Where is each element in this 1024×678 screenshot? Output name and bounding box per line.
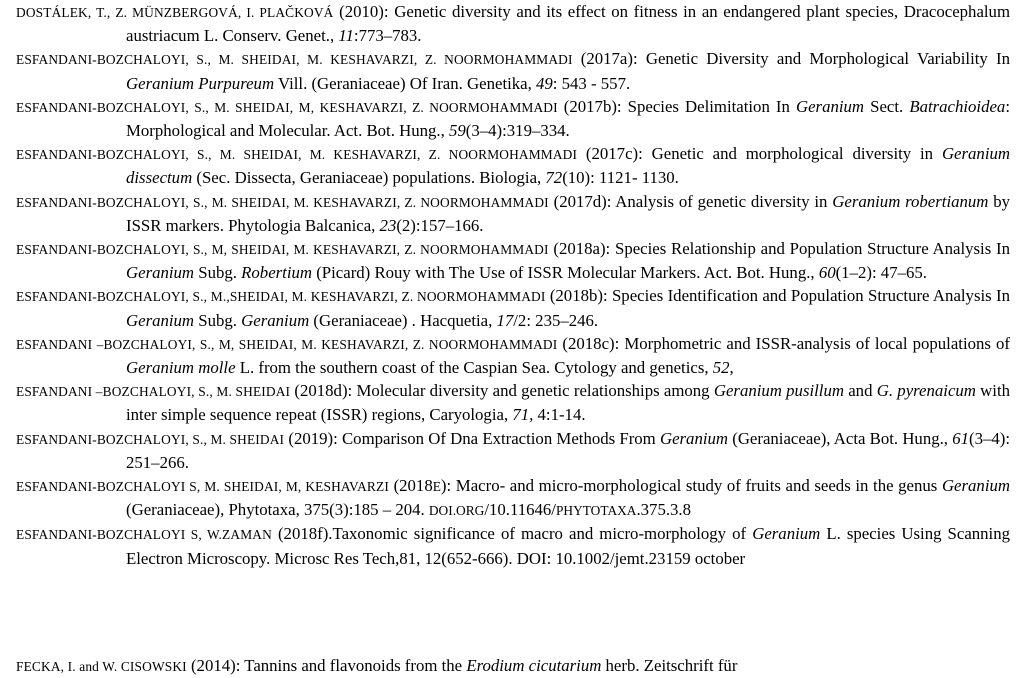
reference-italic-text: Erodium cicutarium [466,656,602,675]
reference-list [16,0,1010,570]
reference-italic-text: G. pyrenaicum [876,381,976,401]
reference-text: 4:1-14. [533,405,586,425]
reference-italic-text: Geranium Purpureum [126,73,275,93]
reference-text: (2019): Comparison Of Dna Extraction Methods From [284,428,660,448]
reference-italic-text: 61 [952,428,969,448]
reference-italic-text: Geranium [941,476,1010,496]
reference-authors: ESFANDANI-BOZCHALOYI, S., M. SHEIDAI, M. KESHAVARZI, Z. NOORMOHAMMADI [16,147,578,163]
reference-italic-text: Geranium [241,310,310,330]
reference-entry [16,142,1010,189]
reference-italic-text: 60 [818,263,836,283]
reference-text: (10): 1121- 1130. [562,168,679,188]
reference-italic-text: Geranium [659,428,729,448]
reference-italic-text: Robertium [241,263,313,283]
reference-text: with inter simple sequence repeat (ISSR) regions, Caryologia, [126,381,1011,425]
reference-authors: ESFANDANI-BOZCHALOYI S, M. SHEIDAI, M, KESHAVARZI [16,479,389,495]
reference-authors: FECKA, I. and W. CISOWSKI [16,659,187,674]
reference-text: /2: 235–246. [513,310,599,330]
reference-entry [16,332,1010,379]
reference-italic-text: Geranium pusillum [713,381,844,401]
reference-text: ): Macro- and micro-morphological study of fruits and seeds in the genus [440,476,942,496]
reference-italic-text: Geranium robertianum [832,191,989,211]
reference-text: Sect. [864,96,910,116]
reference-italic-text: Geranium [752,524,821,544]
reference-entry [16,190,1010,237]
reference-authors: DOSTÁLEK, T., Z. MÜNZBERGOVÁ, I. PLAČKOVÁ [16,5,334,20]
reference-text: (2018c): Morphometric and ISSR-analysis of local populations of [557,333,1010,353]
reference-authors: ESFANDANI-BOZCHALOYI, S., M. SHEIDAI, M, KESHAVARZI, Z. NOORMOHAMMADI [16,99,558,115]
reference-entry [16,522,1010,569]
reference-text: (2014): Tannins and flavonoids from the [186,656,467,675]
reference-italic-text: 59 [449,121,466,141]
reference-italic-text: Geranium dissectum [126,144,1010,188]
reference-entry [16,427,1010,474]
reference-smallcaps-text: PHYTOTAXA [555,503,637,519]
reference-authors: ESFANDANI –BOZCHALOYI, S., M, SHEIDAI, M. KESHAVARZI, Z. NOORMOHAMMADI [16,336,558,352]
reference-italic-text: Geranium [126,310,195,330]
reference-entry [16,95,1010,142]
reference-text: (2018f).Taxonomic significance of macro and micro-morphology of [271,524,753,544]
reference-entry [16,237,1010,284]
reference-text: (Geraniaceae), Phytotaxa, 375(3):185 – 204. [126,500,429,520]
reference-italic-text: 17 [496,310,514,330]
reference-text: (2017d): Analysis of genetic diversity in [548,191,833,211]
reference-text: Subg. [194,263,242,283]
reference-text: (Geraniaceae) . Hacquetia, [309,310,497,330]
reference-text: (3–4): 251–266. [126,428,1011,472]
reference-text: (Geraniaceae), Acta Bot. Hung., [728,428,953,448]
reference-entry [16,474,1010,522]
reference-italic-text: Geranium molle [126,358,236,378]
reference-text: :773–783. [353,26,422,46]
reference-smallcaps-text: E [432,479,441,495]
reference-text: L. from the southern coast of the Caspian Sea. Cytology and genetics, [235,358,713,378]
reference-text: (Picard) Rouy with The Use of ISSR Molecular Markers. Act. Bot. Hung., [312,263,819,283]
reference-text: (2018a): Species Relationship and Population Structure Analysis In [548,239,1010,259]
reference-text: (2018d): Molecular diversity and genetic relationships among [290,381,714,401]
reference-text: herb. Zeitschrift für [601,656,738,675]
reference-italic-text: 72 [545,168,563,188]
reference-italic-text: 71, [512,405,534,425]
reference-smallcaps-text: DOI.ORG [428,503,485,519]
reference-text: : 543 - 557. [552,73,631,93]
reference-text: and [843,381,877,401]
reference-text: (2017a): Genetic Diversity and Morphological Variability In [572,49,1010,69]
reference-entry [16,0,1010,47]
reference-text: (2):157–166. [396,215,484,235]
reference-text: Vill. (Geraniaceae) Of Iran. Genetika, [274,73,536,93]
reference-text: : Morphological and Molecular. Act. Bot. Hung., [126,96,1010,141]
reference-italic-text: 11 [338,26,354,46]
reference-italic-text: 52, [712,358,734,378]
reference-text: (1–2): 47–65. [835,263,927,283]
reference-text: Subg. [194,310,242,330]
reference-text: (2017b): Species Delimitation In [557,96,796,116]
reference-text: (2017c): Genetic and morphological diversity in [577,144,942,164]
reference-text: (3–4):319–334. [465,121,570,141]
reference-text: L. species Using Scanning Electron Microscopy. Microsc Res Tech,81, 12(652-666). DOI: 10.1002/jemt.23159 october [126,524,1011,568]
reference-text: (2018b): Species Identification and Population Structure Analysis In [545,286,1010,306]
reference-text: (Sec. Dissecta, Geraniaceae) populations. Biologia, [192,168,546,188]
reference-entry [16,284,1010,331]
reference-authors: ESFANDANI-BOZCHALOYI, S., M.,SHEIDAI, M. KESHAVARZI, Z. NOORMOHAMMADI [16,289,546,305]
reference-text: /10.11646/ [484,500,556,520]
reference-italic-text: Geranium [795,96,865,116]
reference-italic-text: 49 [536,73,553,93]
reference-authors: ESFANDANI-BOZCHALOYI, S., M, SHEIDAI, M. KESHAVARZI, Z. NOORMOHAMMADI [16,242,549,258]
reference-italic-text: Geranium [126,263,195,283]
reference-italic-text: Batrachioidea [909,96,1006,116]
reference-text: .375.3.8 [636,500,692,520]
reference-authors: ESFANDANI-BOZCHALOYI, S., M. SHEIDAI, M. KESHAVARZI, Z. NOORMOHAMMADI [16,52,573,68]
reference-text: (2018 [388,476,433,496]
reference-text: (2010): Genetic diversity and its effect on fitness in an endangered plant species, Dracocephalum austriacum L. Conserv. Genet., [126,2,1010,46]
reference-authors: ESFANDANI –BOZCHALOYI, S., M. SHEIDAI [16,384,291,400]
reference-italic-text: 23 [379,215,397,235]
reference-authors: ESFANDANI-BOZCHALOYI, S., M. SHEIDAI [16,431,285,447]
reference-entry [16,379,1010,426]
reference-authors: ESFANDANI-BOZCHALOYI, S., M. SHEIDAI, M. KESHAVARZI, Z. NOORMOHAMMADI [16,194,549,210]
reference-entry [16,654,1024,678]
reference-authors: ESFANDANI-BOZCHALOYI S, W.ZAMAN [16,527,272,543]
reference-text: by ISSR markers. Phytologia Balcanica, [126,191,1011,235]
reference-entry [16,47,1010,94]
